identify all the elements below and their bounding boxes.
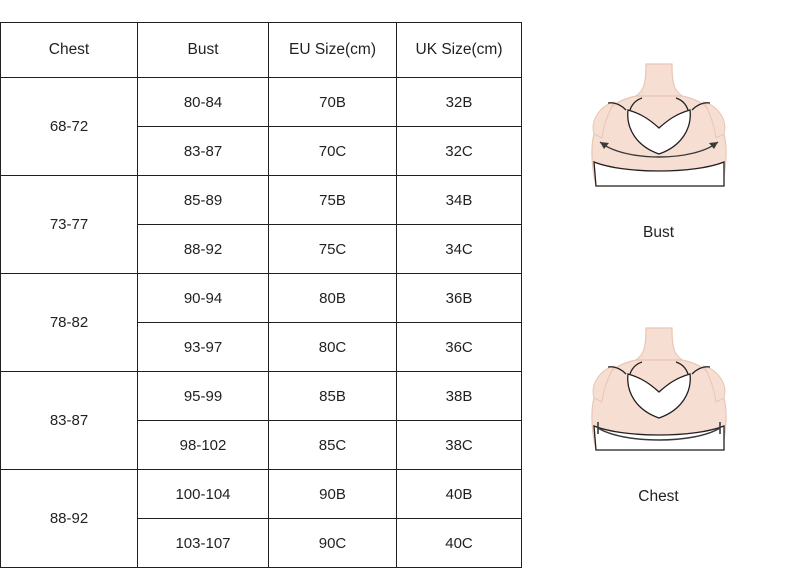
chest-range-cell: 68-72	[1, 78, 138, 176]
bust-illustration-caption: Bust	[642, 224, 674, 241]
uk-size-cell: 38B	[397, 372, 522, 421]
bust-cell: 95-99	[138, 372, 269, 421]
chest-illustration-block	[517, 322, 800, 506]
table-row	[1, 470, 522, 519]
chest-measure-illustration	[564, 322, 754, 482]
column-header-uk-size: UK Size(cm)	[397, 23, 522, 78]
column-header-chest: Chest	[1, 23, 138, 78]
chest-illustration-caption: Chest	[638, 488, 679, 505]
table-row	[1, 274, 522, 323]
eu-size-cell: 80C	[269, 323, 397, 372]
column-header-bust: Bust	[138, 23, 269, 78]
chest-range-cell: 78-82	[1, 274, 138, 372]
chest-range-cell: 73-77	[1, 176, 138, 274]
column-header-eu-size: EU Size(cm)	[269, 23, 397, 78]
uk-size-cell: 40C	[397, 519, 522, 568]
bust-illustration-block	[517, 58, 800, 242]
uk-size-cell: 34C	[397, 225, 522, 274]
bust-cell: 93-97	[138, 323, 269, 372]
uk-size-cell: 40B	[397, 470, 522, 519]
eu-size-cell: 75C	[269, 225, 397, 274]
uk-size-cell: 32B	[397, 78, 522, 127]
size-table-head	[1, 23, 522, 78]
bust-cell: 103-107	[138, 519, 269, 568]
uk-size-cell: 32C	[397, 127, 522, 176]
eu-size-cell: 90C	[269, 519, 397, 568]
table-row	[1, 176, 522, 225]
eu-size-cell: 80B	[269, 274, 397, 323]
table-header-row	[1, 23, 522, 78]
eu-size-cell: 70B	[269, 78, 397, 127]
eu-size-cell: 85C	[269, 421, 397, 470]
uk-size-cell: 36B	[397, 274, 522, 323]
bust-cell: 80-84	[138, 78, 269, 127]
illustration-column	[517, 22, 800, 554]
table-row	[1, 78, 522, 127]
uk-size-cell: 38C	[397, 421, 522, 470]
bust-measure-illustration	[564, 58, 754, 218]
bust-cell: 98-102	[138, 421, 269, 470]
eu-size-cell: 90B	[269, 470, 397, 519]
bust-cell: 90-94	[138, 274, 269, 323]
bust-cell: 88-92	[138, 225, 269, 274]
eu-size-cell: 85B	[269, 372, 397, 421]
bust-cell: 85-89	[138, 176, 269, 225]
eu-size-cell: 70C	[269, 127, 397, 176]
size-table-body	[1, 78, 522, 568]
uk-size-cell: 34B	[397, 176, 522, 225]
bust-cell: 100-104	[138, 470, 269, 519]
table-row	[1, 372, 522, 421]
size-table	[0, 22, 522, 568]
chest-range-cell: 88-92	[1, 470, 138, 568]
uk-size-cell: 36C	[397, 323, 522, 372]
chest-range-cell: 83-87	[1, 372, 138, 470]
bust-cell: 83-87	[138, 127, 269, 176]
eu-size-cell: 75B	[269, 176, 397, 225]
